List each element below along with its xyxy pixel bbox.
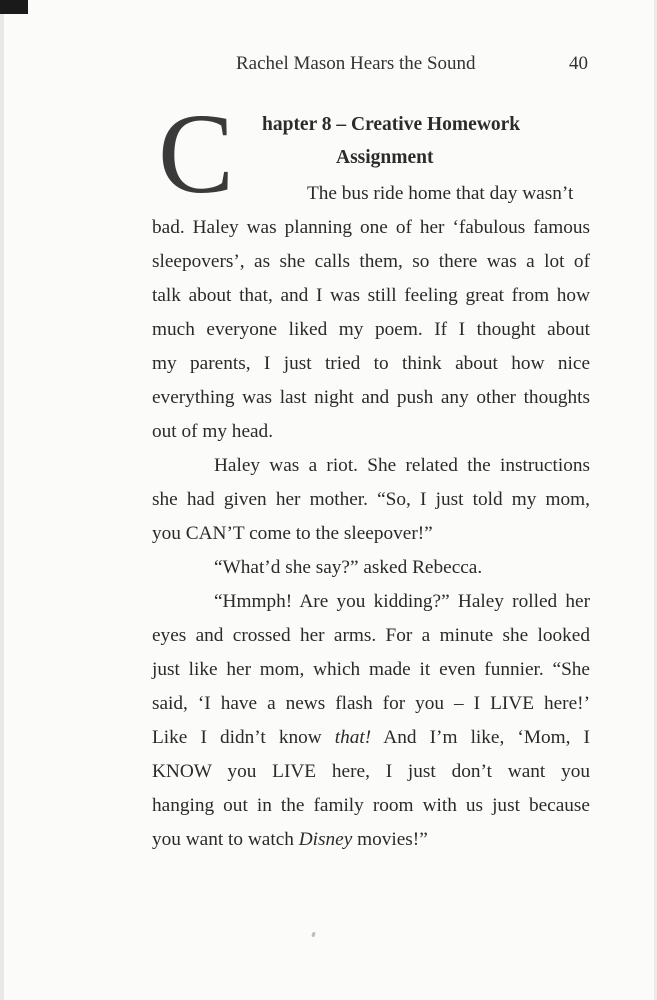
italic-word: Disney <box>298 829 353 850</box>
running-title: Rachel Mason Hears the Sound <box>236 53 476 74</box>
drop-cap: C <box>158 90 235 217</box>
text-line: “What’d she say?” asked Rebecca. <box>214 557 483 578</box>
text-line: much everyone liked my poem. If I thought about <box>152 319 590 340</box>
page-number: 40 <box>569 53 588 74</box>
text-line: said, ‘I have a news flash for you – I LIVE here!’ <box>152 693 590 714</box>
text-fragment: And I’m like, ‘Mom, I <box>383 727 590 748</box>
text-line: you CAN’T come to the sleepover!” <box>152 523 433 544</box>
text-line: out of my head. <box>152 421 274 442</box>
text-line: Haley was a riot. She related the instructions <box>214 455 590 476</box>
running-header <box>236 50 596 78</box>
text-line-mixed <box>152 721 590 755</box>
text-line: she had given her mother. “So, I just told my mom, <box>152 489 590 510</box>
chapter-body <box>152 177 590 857</box>
text-line: hanging out in the family room with us just because <box>152 795 590 816</box>
text-line-mixed <box>152 823 590 857</box>
scan-corner-mark <box>0 0 28 14</box>
text-fragment: you want to watch <box>152 829 294 850</box>
text-line: eyes and crossed her arms. For a minute she looked <box>152 625 590 646</box>
text-line: KNOW you LIVE here, I just don’t want you <box>152 761 590 782</box>
text-fragment: Like I didn’t know <box>152 727 322 748</box>
text-line: sleepovers’, as she calls them, so there was a lot of <box>152 251 590 272</box>
ink-speck <box>311 932 316 938</box>
text-line: talk about that, and I was still feeling great from how <box>152 285 590 306</box>
text-fragment: movies!” <box>357 829 428 850</box>
text-line: The bus ride home that day wasn’t <box>307 183 574 204</box>
text-line: bad. Haley was planning one of her ‘fabulous famous <box>152 217 590 238</box>
text-line: just like her mom, which made it even funnier. “She <box>152 659 590 680</box>
text-line: “Hmmph! Are you kidding?” Haley rolled her <box>214 591 590 612</box>
italic-word: that! <box>334 727 372 748</box>
text-line: my parents, I just tried to think about how nice <box>152 353 590 374</box>
chapter-heading-line2: Assignment <box>336 147 434 168</box>
text-line: everything was last night and push any other thoughts <box>152 387 590 408</box>
chapter-heading-line1: hapter 8 – Creative Homework <box>262 114 521 135</box>
page-edge-left <box>0 0 4 1000</box>
